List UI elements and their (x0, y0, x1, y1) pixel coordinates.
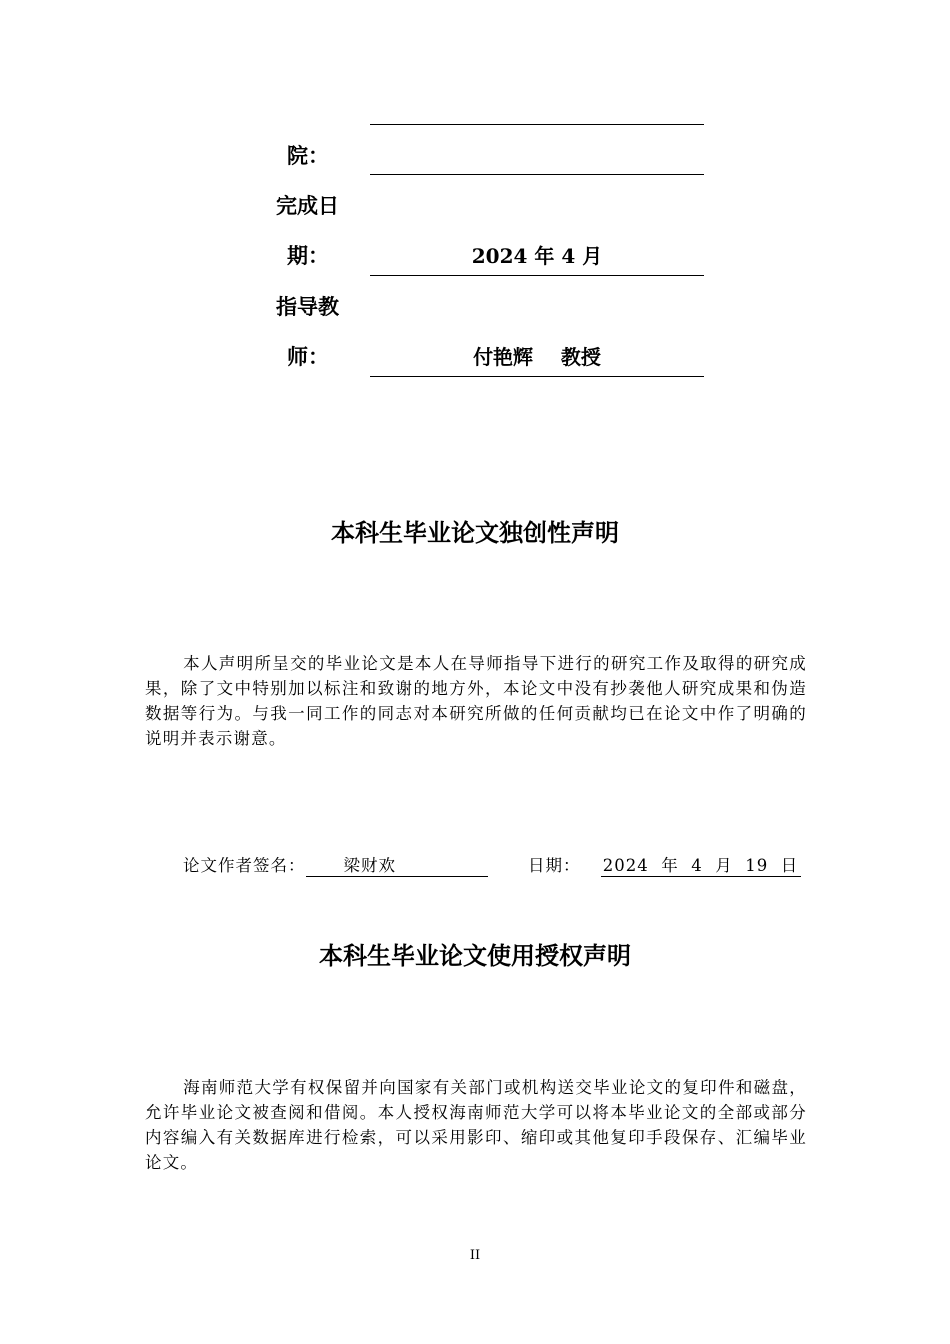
field-rule-top (370, 124, 704, 125)
signature-label: 论文作者签名： (183, 856, 306, 875)
completion-date-value: 2024 年 4 月 (471, 244, 603, 268)
authorization-title: 本科生毕业论文使用授权声明 (319, 942, 631, 970)
college-field-rule (370, 174, 704, 175)
authorization-body (145, 1075, 807, 1175)
date-label-line1: 完成日 (276, 194, 339, 218)
signature-value: 梁财欢 (343, 856, 396, 875)
originality-body-text: 本人声明所呈交的毕业论文是本人在导师指导下进行的研究工作及取得的研究成果，除了文中特别加以标注和致谢的地方外，本论文中没有抄袭他人研究成果和伪造数据等行为。与我一同工作的同志对本研究所做的任何贡献均已在论文中作了明确的说明并表示谢意。 (145, 654, 807, 748)
advisor-label-line1: 指导教 (276, 295, 339, 319)
signature-field (306, 852, 488, 877)
date-field-rule (370, 275, 704, 276)
advisor-label-line2: 师： (287, 345, 329, 369)
date-label-line2: 期： (287, 244, 329, 268)
signature-row (183, 852, 801, 877)
originality-title: 本科生毕业论文独创性声明 (331, 519, 619, 547)
originality-body (145, 651, 807, 751)
college-label: 院： (287, 144, 329, 168)
signature-date-value: 2024 年 4 月 19 日 (601, 852, 801, 877)
advisor-value: 付艳辉 教授 (473, 345, 601, 369)
signature-date-label: 日期： (528, 856, 581, 875)
page-number: II (469, 1248, 481, 1263)
authorization-body-text: 海南师范大学有权保留并向国家有关部门或机构送交毕业论文的复印件和磁盘，允许毕业论文被查阅和借阅。本人授权海南师范大学可以将本毕业论文的全部或部分内容编入有关数据库进行检索，可以采用影印、缩印或其他复印手段保存、汇编毕业论文。 (145, 1078, 807, 1172)
advisor-field-rule (370, 376, 704, 377)
